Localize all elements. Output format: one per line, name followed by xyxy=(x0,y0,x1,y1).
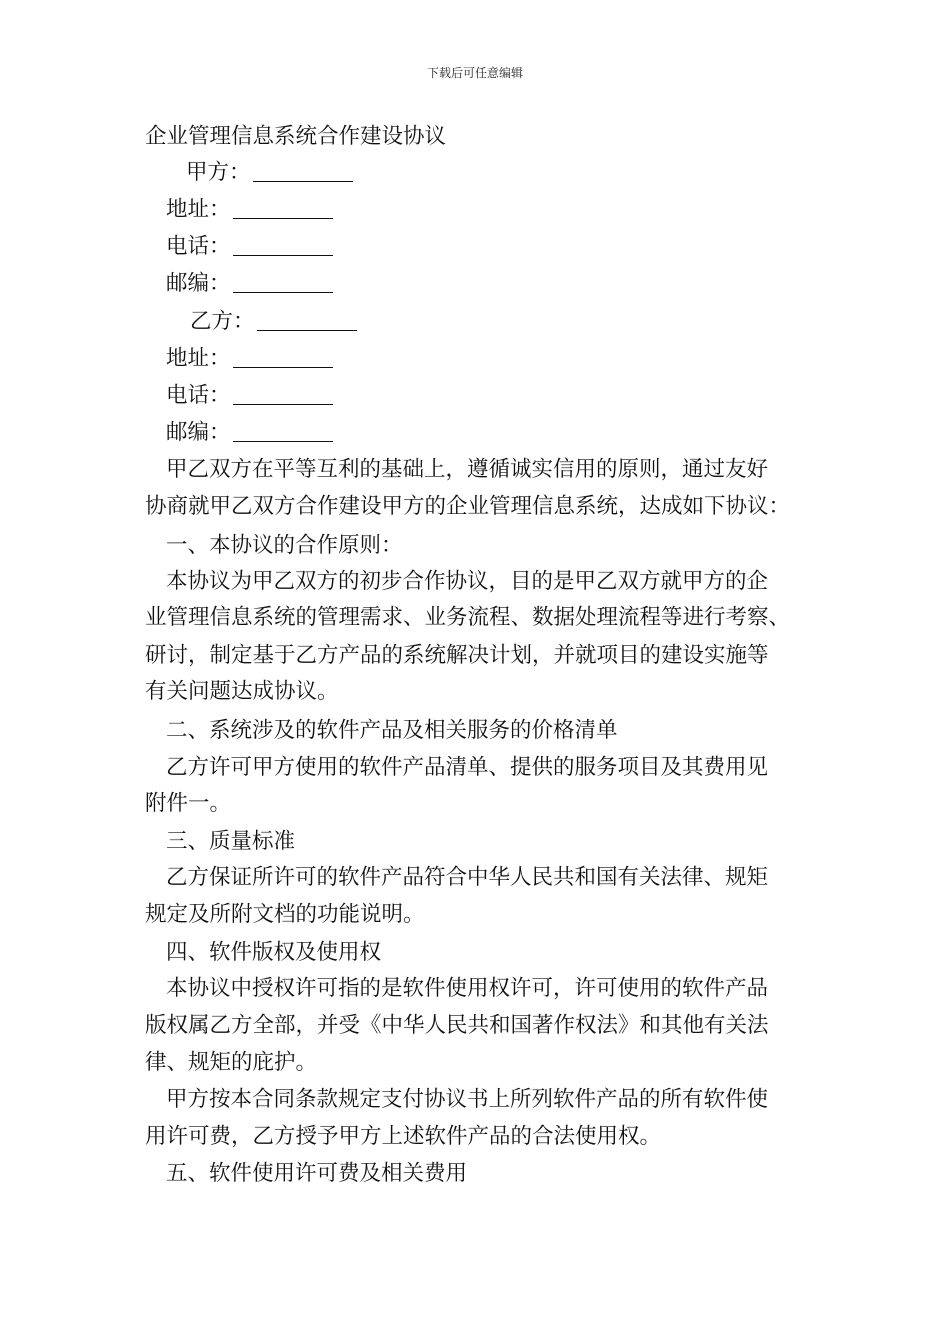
document-title: 企业管理信息系统合作建设协议 xyxy=(145,124,447,149)
party-a-address-label: 地址： xyxy=(166,197,231,222)
section-2-line-2: 附件一。 xyxy=(145,791,232,816)
page-header-note: 下载后可任意编辑 xyxy=(426,66,523,80)
party-a-address-row xyxy=(166,195,333,225)
party-b-row xyxy=(190,307,357,337)
party-a-phone-blank xyxy=(233,233,333,256)
party-b-phone-row xyxy=(166,381,333,411)
party-a-phone-row xyxy=(166,232,333,262)
party-b-address-blank xyxy=(233,345,333,368)
party-b-address-row xyxy=(166,344,333,374)
section-3-heading: 三、质量标准 xyxy=(166,829,296,854)
party-a-postcode-row xyxy=(166,269,333,299)
party-a-postcode-label: 邮编： xyxy=(166,271,231,296)
section-4-para2-line-1: 甲方按本合同条款规定支付协议书上所列软件产品的所有软件使 xyxy=(166,1087,769,1112)
party-a-phone-label: 电话： xyxy=(166,234,231,259)
section-1-line-3: 研讨，制定基于乙方产品的系统解决计划，并就项目的建设实施等 xyxy=(145,643,769,668)
section-3-line-1: 乙方保证所许可的软件产品符合中华人民共和国有关法律、规矩 xyxy=(166,865,769,890)
party-a-blank xyxy=(253,159,353,182)
section-1-heading: 一、本协议的合作原则： xyxy=(166,533,403,558)
section-1-line-4: 有关问题达成协议。 xyxy=(145,679,339,704)
intro-line-1: 甲乙双方在平等互利的基础上，遵循诚实信用的原则，通过友好 xyxy=(166,457,769,482)
section-4-para2-line-2: 用许可费，乙方授予甲方上述软件产品的合法使用权。 xyxy=(145,1124,662,1149)
party-b-address-label: 地址： xyxy=(166,346,231,371)
party-b-blank xyxy=(257,308,357,331)
party-b-label: 乙方： xyxy=(190,309,255,334)
section-1-line-2: 业管理信息系统的管理需求、业务流程、数据处理流程等进行考察、 xyxy=(145,605,791,630)
party-b-postcode-row xyxy=(166,418,333,448)
section-3-line-2: 规定及所附文档的功能说明。 xyxy=(145,902,425,927)
party-a-row xyxy=(186,158,353,188)
party-b-phone-label: 电话： xyxy=(166,383,231,408)
section-2-heading: 二、系统涉及的软件产品及相关服务的价格清单 xyxy=(166,718,618,743)
section-1-line-1: 本协议为甲乙双方的初步合作协议，目的是甲乙双方就甲方的企 xyxy=(166,569,769,594)
section-4-line-3: 律、规矩的庇护。 xyxy=(145,1050,318,1075)
party-b-phone-blank xyxy=(233,382,333,405)
section-4-line-2: 版权属乙方全部，并受《中华人民共和国著作权法》和其他有关法 xyxy=(145,1013,769,1038)
section-2-line-1: 乙方许可甲方使用的软件产品清单、提供的服务项目及其费用见 xyxy=(166,755,769,780)
section-4-line-1: 本协议中授权许可指的是软件使用权许可，许可使用的软件产品 xyxy=(166,976,769,1001)
section-5-heading: 五、软件使用许可费及相关费用 xyxy=(166,1161,468,1186)
party-a-address-blank xyxy=(233,196,333,219)
party-a-label: 甲方： xyxy=(186,160,251,185)
party-b-postcode-label: 邮编： xyxy=(166,420,231,445)
intro-line-2: 协商就甲乙双方合作建设甲方的企业管理信息系统，达成如下协议： xyxy=(145,494,791,519)
party-a-postcode-blank xyxy=(233,270,333,293)
section-4-heading: 四、软件版权及使用权 xyxy=(166,940,382,965)
party-b-postcode-blank xyxy=(233,419,333,442)
